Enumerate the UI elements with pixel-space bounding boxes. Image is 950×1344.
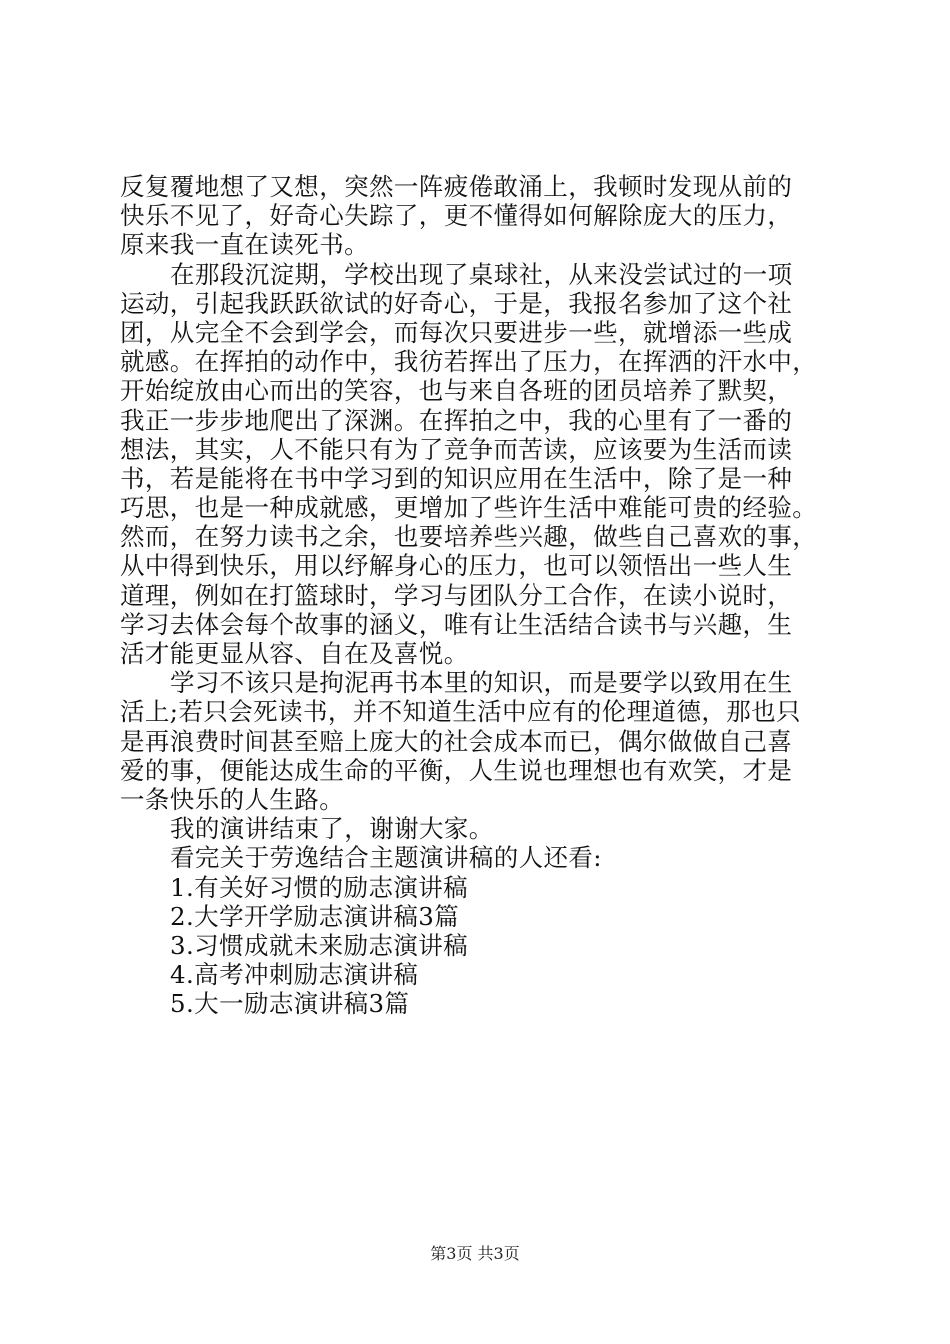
body-text-line: 学习去体会每个故事的涵义，唯有让生活结合读书与兴趣，生 bbox=[120, 609, 793, 639]
body-text-line: 5.大一励志演讲稿3篇 bbox=[170, 989, 410, 1019]
body-text-line: 团，从完全不会到学会，而每次只要进步一些，就增添一些成 bbox=[120, 317, 793, 347]
body-text-line: 快乐不见了，好奇心失踪了，更不懂得如何解除庞大的压力， bbox=[120, 201, 793, 231]
body-text-line: 学习不该只是拘泥再书本里的知识，而是要学以致用在生 bbox=[170, 668, 793, 698]
body-text-line: 就感。在挥拍的动作中，我彷若挥出了压力，在挥洒的汗水中， bbox=[120, 347, 818, 377]
body-text-line: 1.有关好习惯的励志演讲稿 bbox=[170, 872, 469, 902]
document-body bbox=[120, 172, 840, 1018]
page-footer: 第3页 共3页 bbox=[430, 1244, 520, 1263]
body-text-line: 我的演讲结束了，谢谢大家。 bbox=[170, 814, 494, 844]
body-text-line: 在那段沉淀期，学校出现了桌球社，从来没尝试过的一项 bbox=[170, 259, 793, 289]
body-text-line: 是再浪费时间甚至赔上庞大的社会成本而已，偶尔做做自己喜 bbox=[120, 726, 793, 756]
body-text-line: 运动，引起我跃跃欲试的好奇心，于是，我报名参加了这个社 bbox=[120, 288, 793, 318]
body-text-line: 4.高考冲刺励志演讲稿 bbox=[170, 960, 419, 990]
body-text-line: 道理，例如在打篮球时，学习与团队分工合作，在读小说时， bbox=[120, 580, 793, 610]
body-text-line: 活才能更显从容、自在及喜悦。 bbox=[120, 639, 469, 668]
body-text-line: 3.习惯成就未来励志演讲稿 bbox=[170, 930, 469, 960]
body-text-line: 开始绽放由心而出的笑容，也与来自各班的团员培养了默契， bbox=[120, 376, 793, 406]
body-text-line: 想法，其实，人不能只有为了竞争而苦读，应该要为生活而读 bbox=[120, 434, 793, 464]
body-text-line: 从中得到快乐，用以纾解身心的压力，也可以领悟出一些人生 bbox=[120, 551, 793, 581]
body-text-line: 一条快乐的人生路。 bbox=[120, 784, 345, 814]
body-text-line: 原来我一直在读死书。 bbox=[120, 230, 369, 260]
body-text-line: 我正一步步地爬出了深渊。在挥拍之中，我的心里有了一番的 bbox=[120, 405, 793, 435]
body-text-line: 活上;若只会死读书，并不知道生活中应有的伦理道德，那也只 bbox=[120, 697, 801, 727]
body-text-line: 2.大学开学励志演讲稿3篇 bbox=[170, 901, 460, 931]
body-text-line: 书，若是能将在书中学习到的知识应用在生活中，除了是一种 bbox=[120, 463, 793, 493]
body-text-line: 看完关于劳逸结合主题演讲稿的人还看: bbox=[170, 843, 602, 873]
body-text-line: 然而，在努力读书之余，也要培养些兴趣，做些自己喜欢的事， bbox=[120, 522, 818, 552]
body-text-line: 爱的事，便能达成生命的平衡，人生说也理想也有欢笑，才是 bbox=[120, 755, 793, 785]
body-text-line: 反复覆地想了又想，突然一阵疲倦敢涌上，我顿时发现从前的 bbox=[120, 172, 793, 201]
body-text-line: 巧思，也是一种成就感，更增加了些许生活中难能可贵的经验。 bbox=[120, 493, 818, 523]
